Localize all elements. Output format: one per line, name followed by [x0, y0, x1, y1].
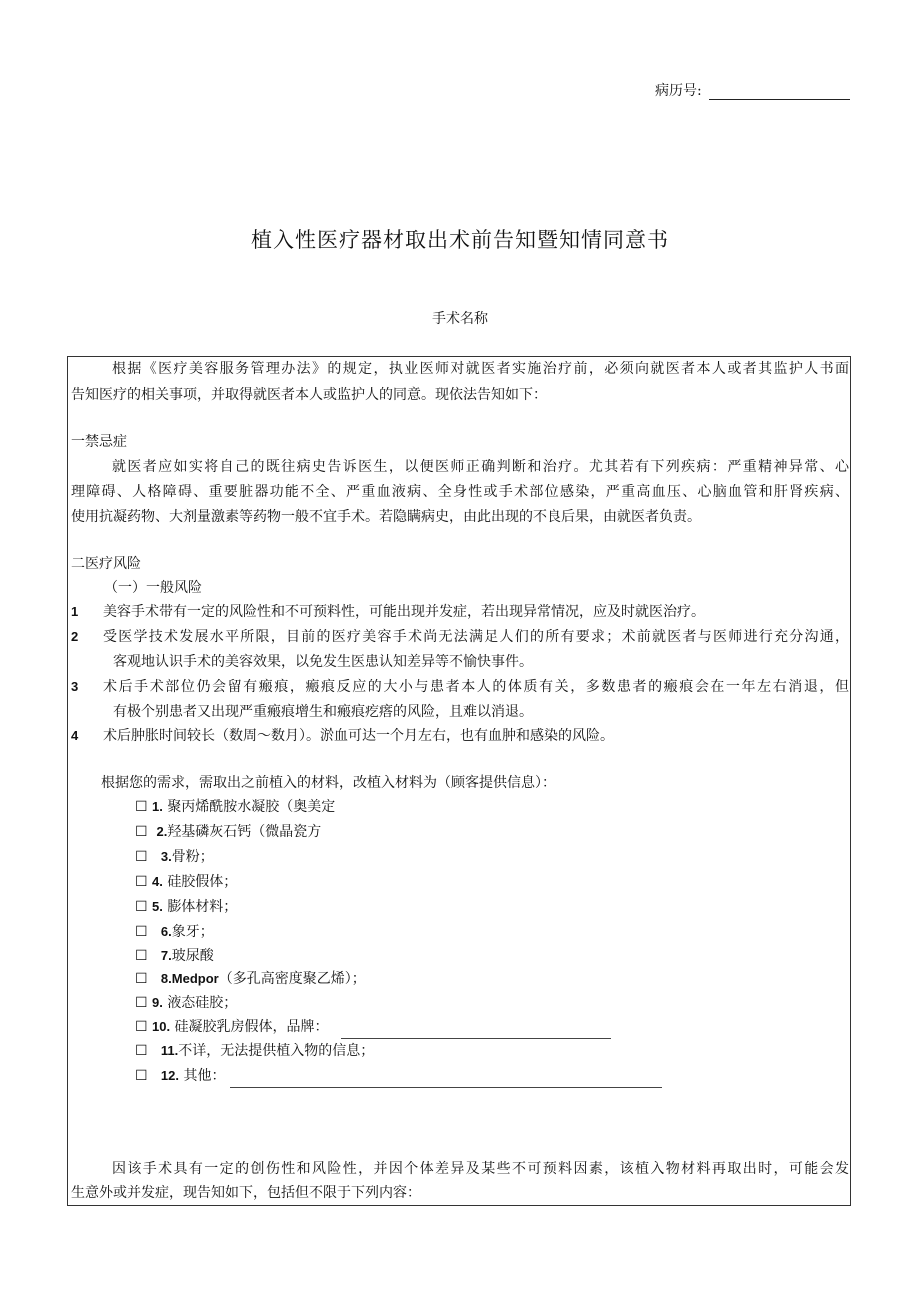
option-3-number: 3.	[160, 849, 172, 864]
document-title: 植入性医疗器材取出术前告知暨知情同意书	[251, 228, 669, 252]
material-option-6[interactable]	[135, 920, 214, 944]
option-11-text: 不详，无法提供植入物的信息；	[178, 1043, 375, 1059]
option-12-text: 其他：	[183, 1068, 226, 1084]
risk-item-3-line-2: 有极个别患者又出现严重瘢痕增生和瘢痕疙瘩的风险，且难以消退。	[113, 704, 533, 720]
material-option-9[interactable]	[135, 991, 237, 1015]
checkbox-4[interactable]: ☐	[135, 874, 148, 890]
material-option-4[interactable]	[135, 870, 237, 894]
checkbox-5[interactable]: ☐	[135, 899, 148, 915]
material-option-12[interactable]	[135, 1064, 662, 1088]
option-3-text: 骨粉；	[171, 849, 214, 865]
risk-item-2-number: 2	[71, 629, 79, 644]
section2-subheading: （一）一般风险	[104, 580, 202, 596]
closing-line-2: 生意外或并发症，现告知如下，包括但不限于下列内容：	[71, 1185, 421, 1201]
option-6-number: 6.	[160, 924, 172, 939]
checkbox-2[interactable]: ☐	[135, 824, 148, 840]
checkbox-1[interactable]: ☐	[135, 799, 148, 815]
checkbox-10[interactable]: ☐	[135, 1019, 148, 1035]
checkbox-11[interactable]: ☐	[135, 1043, 148, 1059]
section1-line-1: 就医者应如实将自己的既往病史告诉医生，以便医师正确判断和治疗。尤其若有下列疾病：严重精神异常、心	[112, 459, 849, 475]
brand-input-line[interactable]	[341, 1024, 611, 1039]
surgery-name-label: 手术名称	[432, 311, 488, 327]
checkbox-7[interactable]: ☐	[135, 948, 148, 964]
checkbox-3[interactable]: ☐	[135, 849, 148, 865]
material-option-5[interactable]	[135, 895, 237, 919]
option-8-text: （多孔高密度聚乙烯）；	[218, 971, 366, 987]
material-option-3[interactable]	[135, 845, 214, 869]
checkbox-8[interactable]: ☐	[135, 971, 148, 987]
option-8-number: 8.Medpor	[160, 971, 219, 986]
option-11-number: 11.	[160, 1043, 179, 1058]
closing-line-1: 因该手术具有一定的创伤性和风险性，并因个体差异及某些不可预料因素，该植入物材料再取出时，可能会发	[112, 1161, 849, 1177]
risk-item-1-number: 1	[71, 604, 79, 619]
checkbox-12[interactable]: ☐	[135, 1068, 148, 1084]
content-box	[67, 356, 851, 1206]
risk-item-2-line-2: 客观地认识手术的美容效果，以免发生医患认知差异等不愉快事件。	[113, 654, 533, 670]
risk-item-4-line-1: 术后肿胀时间较长（数周～数月）。淤血可达一个月左右，也有血肿和感染的风险。	[103, 728, 614, 744]
risk-item-3-number: 3	[71, 679, 79, 694]
material-option-7[interactable]	[135, 944, 214, 968]
option-5-text: 膨体材料；	[167, 899, 238, 915]
option-2-text: 羟基磷灰石钙（微晶瓷方	[167, 824, 322, 840]
checkbox-9[interactable]: ☐	[135, 995, 148, 1011]
record-number-label: 病历号:	[655, 83, 702, 99]
risk-item-1-line-1: 美容手术带有一定的风险性和不可预料性，可能出现并发症，若出现异常情况，应及时就医治疗。	[103, 604, 705, 620]
section-heading-contraindications: 一禁忌症	[71, 434, 127, 450]
option-1-number: 1.	[152, 799, 163, 814]
section1-line-2: 理障碍、人格障碍、重要脏器功能不全、严重血液病、全身性或手术部位感染，严重高血压、心脑血管和肝肾疾病、	[71, 484, 849, 500]
option-5-number: 5.	[152, 899, 163, 914]
material-option-2[interactable]	[135, 820, 321, 844]
option-10-text: 硅凝胶乳房假体，品牌：	[174, 1019, 329, 1035]
option-6-text: 象牙；	[171, 924, 214, 940]
option-1-text: 聚丙烯酰胺水凝胶（奥美定	[167, 799, 336, 815]
risk-item-4-number: 4	[71, 728, 79, 743]
materials-intro: 根据您的需求，需取出之前植入的材料，改植入材料为（顾客提供信息）：	[101, 775, 556, 791]
material-option-10[interactable]	[135, 1015, 611, 1039]
section1-line-3: 使用抗凝药物、大剂量激素等药物一般不宜手术。若隐瞒病史，由此出现的不良后果，由就医者负责。	[71, 509, 701, 525]
section-heading-risks: 二医疗风险	[71, 556, 141, 572]
other-input-line[interactable]	[230, 1073, 662, 1088]
checkbox-6[interactable]: ☐	[135, 924, 148, 940]
material-option-1[interactable]	[135, 795, 335, 819]
option-4-text: 硅胶假体；	[167, 874, 238, 890]
option-7-text: 玻尿酸	[171, 948, 214, 964]
option-10-number: 10.	[152, 1019, 171, 1034]
intro-line-1: 根据《医疗美容服务管理办法》的规定，执业医师对就医者实施治疗前，必须向就医者本人或者其监护人书面	[112, 361, 849, 377]
option-7-number: 7.	[160, 948, 172, 963]
option-12-number: 12.	[160, 1068, 179, 1083]
risk-item-3-line-1: 术后手术部位仍会留有瘢痕，瘢痕反应的大小与患者本人的体质有关，多数患者的瘢痕会在一年左右消退，但	[103, 679, 849, 695]
option-9-number: 9.	[152, 995, 163, 1010]
risk-item-2-line-1: 受医学技术发展水平所限，目前的医疗美容手术尚无法满足人们的所有要求；术前就医者与医师进行充分沟通，	[103, 629, 849, 645]
intro-line-2: 告知医疗的相关事项，并取得就医者本人或监护人的同意。现依法告知如下：	[71, 387, 547, 403]
option-4-number: 4.	[152, 874, 163, 889]
option-9-text: 液态硅胶；	[167, 995, 238, 1011]
option-2-number: 2.	[156, 824, 168, 839]
record-number-field[interactable]	[709, 99, 850, 100]
material-option-8[interactable]	[135, 967, 366, 991]
material-option-11[interactable]	[135, 1039, 374, 1063]
